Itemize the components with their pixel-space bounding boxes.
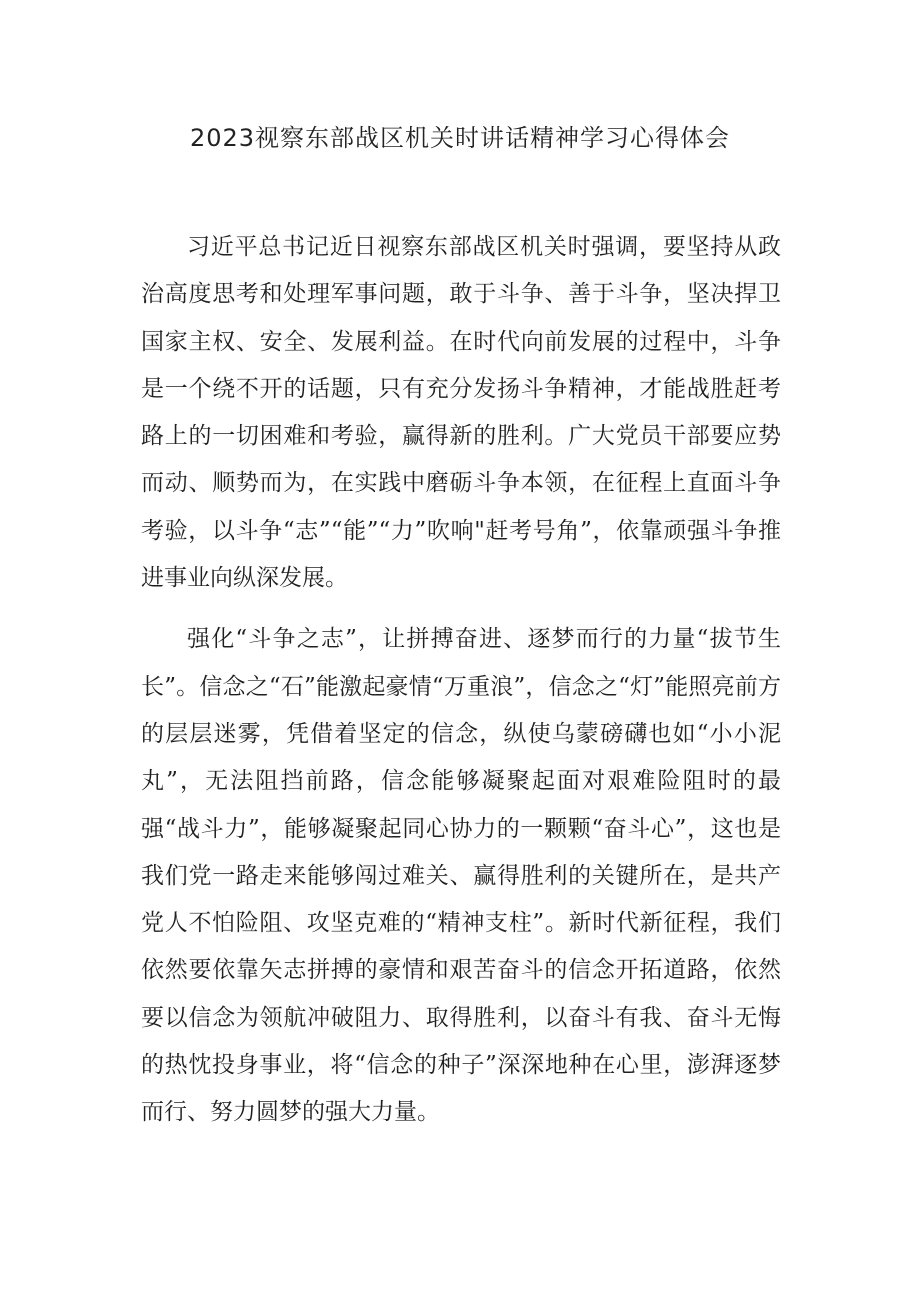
paragraph-2: 强化“斗争之志”，让拼搏奋进、逐梦而行的力量“拔节生长”。信念之“石”能激起豪情“万重浪”，信念之“灯”能照亮前方的层层迷雾，凭借着坚定的信念，纵使乌蒙磅礴也如“小小泥丸”，无法阻挡前路，信念能够凝聚起面对艰难险阻时的最强“战斗力”，能够凝聚起同心协力的一颗颗“奋斗心”，这也是我们党一路走来能够闯过难关、赢得胜利的关键所在，是共产党人不怕险阻、攻坚克难的“精神支柱”。新时代新征程，我们依然要依靠矢志拼搏的豪情和艰苦奋斗的信念开拓道路，依然要以信念为领航冲破阻力、取得胜利，以奋斗有我、奋斗无悔的热忱投身事业，将“信念的种子”深深地种在心里，澎湃逐梦而行、努力圆梦的强大力量。 [141, 626, 781, 1126]
document-body [141, 224, 781, 1151]
paragraph-1: 习近平总书记近日视察东部战区机关时强调，要坚持从政治高度思考和处理军事问题，敢于斗争、善于斗争，坚决捍卫国家主权、安全、发展利益。在时代向前发展的过程中，斗争是一个绕不开的话题，只有充分发扬斗争精神，才能战胜赶考路上的一切困难和考验，赢得新的胜利。广大党员干部要应势而动、顺势而为，在实践中磨砺斗争本领，在征程上直面斗争考验，以斗争“志”“能”“力”吹响"赶考号角”，依靠顽强斗争推进事业向纵深发展。 [141, 234, 781, 592]
document-title: 2023视察东部战区机关时讲话精神学习心得体会 [189, 124, 731, 152]
